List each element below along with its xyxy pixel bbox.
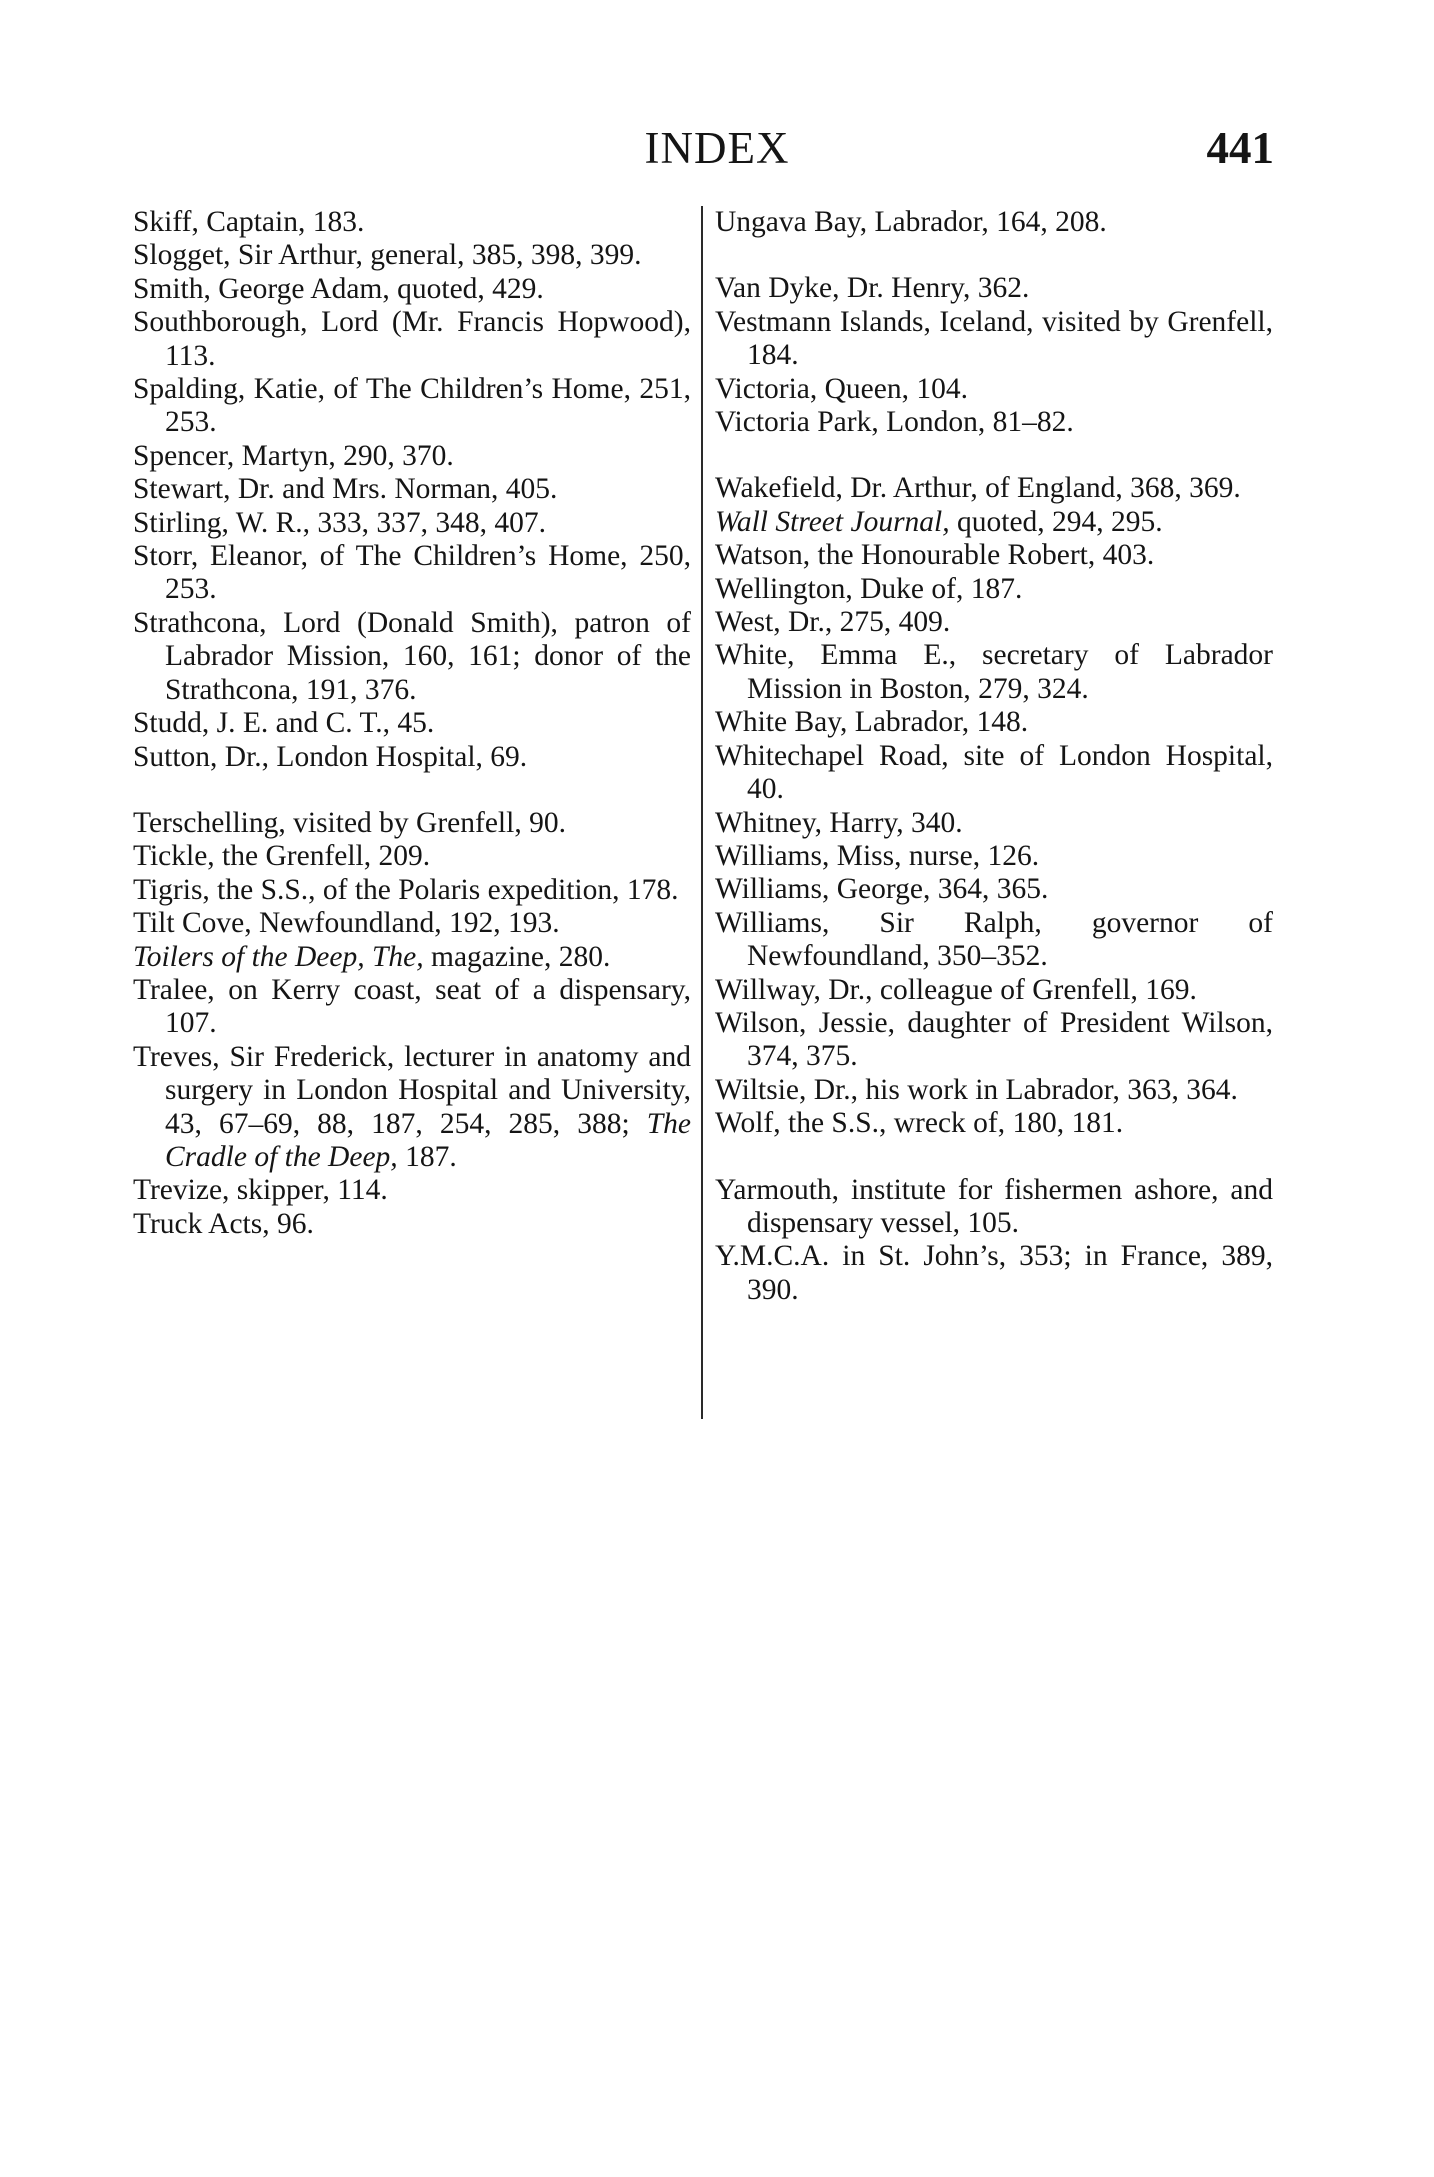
index-entry: Whitney, Harry, 340. bbox=[715, 806, 963, 839]
index-entry: Yarmouth, institute for fishermen ashore, and dispensary vessel, 105. bbox=[715, 1173, 1273, 1239]
entry-text: Treves, Sir Frederick, lecturer in anatomy and surgery in London Hospital and University, 43, 67–69, 88, 187, 254, 285, 388; bbox=[133, 1040, 691, 1140]
page-number: 441 bbox=[1206, 123, 1274, 173]
index-entry: Spalding, Katie, of The Children’s Home, 251, 253. bbox=[133, 373, 691, 439]
index-entry: Tralee, on Kerry coast, seat of a dispensary, 107. bbox=[133, 973, 691, 1040]
index-entry: Trevize, skipper, 114. bbox=[133, 1174, 388, 1207]
running-head-title: INDEX bbox=[644, 123, 790, 173]
letter-section-gap bbox=[715, 1141, 1273, 1174]
index-entry: Wolf, the S.S., wreck of, 180, 181. bbox=[715, 1107, 1124, 1140]
index-entry: Victoria Park, London, 81–82. bbox=[715, 406, 1074, 439]
index-entry: Stirling, W. R., 333, 337, 348, 407. bbox=[133, 506, 547, 539]
letter-section-gap bbox=[133, 774, 691, 807]
index-entry: Storr, Eleanor, of The Children’s Home, 250, 253. bbox=[133, 540, 691, 606]
index-entry: Skiff, Captain, 183. bbox=[133, 206, 365, 238]
index-entry: Willway, Dr., colleague of Grenfell, 169. bbox=[715, 973, 1197, 1006]
index-entry: Tickle, the Grenfell, 209. bbox=[133, 840, 431, 873]
index-entry: Southborough, Lord (Mr. Francis Hopwood), 113. bbox=[133, 306, 691, 372]
entry-text: quoted, 294, 295. bbox=[949, 505, 1163, 538]
index-entry: Ungava Bay, Labrador, 164, 208. bbox=[715, 206, 1107, 238]
entry-text: magazine, 280. bbox=[423, 940, 611, 973]
index-entry: Vestmann Islands, Iceland, visited by Grenfell, 184. bbox=[715, 305, 1273, 372]
index-entry: Terschelling, visited by Grenfell, 90. bbox=[133, 806, 566, 839]
index-entry: Truck Acts, 96. bbox=[133, 1207, 314, 1240]
index-entry: Tilt Cove, Newfoundland, 192, 193. bbox=[133, 907, 560, 940]
index-column-right bbox=[715, 206, 1273, 1307]
index-entry: Stewart, Dr. and Mrs. Norman, 405. bbox=[133, 473, 558, 506]
index-entry: White Bay, Labrador, 148. bbox=[715, 706, 1029, 739]
index-entry: Whitechapel Road, site of London Hospital, 40. bbox=[715, 739, 1273, 806]
index-entry: Wellington, Duke of, 187. bbox=[715, 572, 1023, 605]
index-entry: Van Dyke, Dr. Henry, 362. bbox=[715, 272, 1030, 305]
italic-title: Toilers of the Deep, The, bbox=[133, 940, 424, 973]
index-entry: West, Dr., 275, 409. bbox=[715, 606, 951, 639]
letter-section-gap bbox=[715, 239, 1273, 272]
index-entry: Watson, the Honourable Robert, 403. bbox=[715, 539, 1155, 572]
index-entry: Tigris, the S.S., of the Polaris expedition, 178. bbox=[133, 873, 679, 906]
index-entry: Williams, Miss, nurse, 126. bbox=[715, 839, 1040, 872]
index-entry-wall-street bbox=[715, 506, 1273, 539]
index-entry: White, Emma E., secretary of Labrador Mission in Boston, 279, 324. bbox=[715, 639, 1273, 705]
index-entry-toilers bbox=[133, 941, 691, 974]
index-entry: Studd, J. E. and C. T., 45. bbox=[133, 707, 435, 740]
index-entry: Wakefield, Dr. Arthur, of England, 368, 369. bbox=[715, 472, 1241, 505]
index-entry: Wilson, Jessie, daughter of President Wilson, 374, 375. bbox=[715, 1006, 1273, 1073]
index-entry: Sutton, Dr., London Hospital, 69. bbox=[133, 740, 528, 773]
index-column-left bbox=[133, 206, 691, 1241]
index-entry: Y.M.C.A. in St. John’s, 353; in France, 389, 390. bbox=[715, 1240, 1273, 1306]
italic-title: The Cradle of the Deep, bbox=[165, 1107, 691, 1173]
column-divider bbox=[701, 206, 703, 1419]
index-entry: Wiltsie, Dr., his work in Labrador, 363, 364. bbox=[715, 1073, 1238, 1106]
italic-title: Wall Street Journal, bbox=[715, 505, 950, 538]
index-entry: Slogget, Sir Arthur, general, 385, 398, 399. bbox=[133, 239, 642, 272]
index-entry-treves bbox=[133, 1041, 691, 1175]
index-entry: Victoria, Queen, 104. bbox=[715, 372, 968, 405]
index-entry: Smith, George Adam, quoted, 429. bbox=[133, 272, 544, 305]
letter-section-gap bbox=[715, 439, 1273, 472]
index-entry: Spencer, Martyn, 290, 370. bbox=[133, 439, 454, 472]
index-entry: Strathcona, Lord (Donald Smith), patron of Labrador Mission, 160, 161; donor of the Strathcona, 191, 376. bbox=[133, 606, 691, 706]
entry-text: 187. bbox=[397, 1140, 457, 1173]
index-entry: Williams, Sir Ralph, governor of Newfoundland, 350–352. bbox=[715, 906, 1273, 973]
index-entry: Williams, George, 364, 365. bbox=[715, 873, 1049, 906]
